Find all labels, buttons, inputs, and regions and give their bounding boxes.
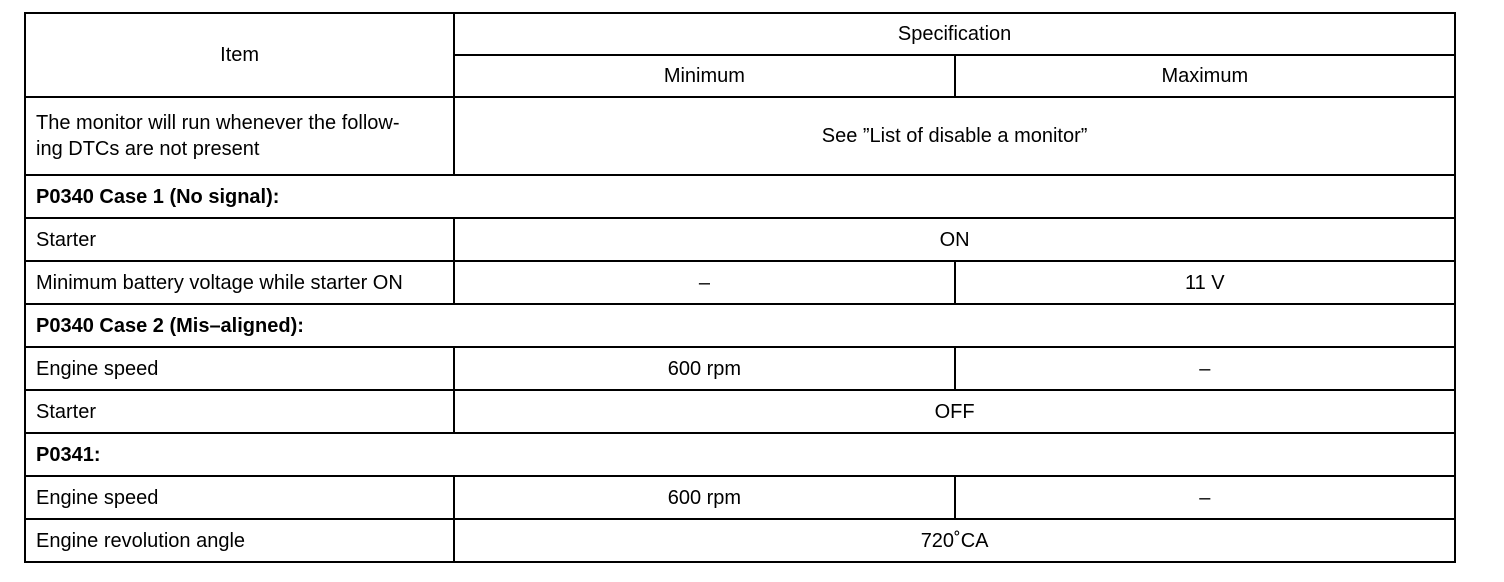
table-row — [25, 476, 1455, 519]
table-row — [25, 519, 1455, 562]
item-header: Item — [25, 13, 454, 97]
section-label: P0341: — [25, 433, 1455, 476]
minimum-header: Minimum — [454, 55, 954, 97]
item-cell: Engine speed — [25, 347, 454, 390]
header-row — [25, 13, 1455, 55]
table-row — [25, 218, 1455, 261]
table-row — [25, 97, 1455, 175]
section-row — [25, 433, 1455, 476]
spec-cell: ON — [454, 218, 1455, 261]
section-label: P0340 Case 2 (Mis–aligned): — [25, 304, 1455, 347]
specification-header: Specification — [454, 13, 1455, 55]
table-row — [25, 261, 1455, 304]
minimum-cell: 600 rpm — [454, 476, 954, 519]
item-cell: Engine revolution angle — [25, 519, 454, 562]
item-cell: Engine speed — [25, 476, 454, 519]
table-row — [25, 347, 1455, 390]
table-row — [25, 390, 1455, 433]
maximum-cell: – — [955, 476, 1455, 519]
spec-cell: OFF — [454, 390, 1455, 433]
section-row — [25, 175, 1455, 218]
spec-cell: See ”List of disable a monitor” — [454, 97, 1455, 175]
specification-table — [24, 12, 1456, 563]
spec-cell: 720˚CA — [454, 519, 1455, 562]
item-text: The monitor will run whenever the follow- ing DTCs are not present — [36, 112, 400, 160]
section-label: P0340 Case 1 (No signal): — [25, 175, 1455, 218]
minimum-cell: 600 rpm — [454, 347, 954, 390]
maximum-cell: 11 V — [955, 261, 1455, 304]
item-cell — [25, 97, 454, 175]
maximum-cell: – — [955, 347, 1455, 390]
section-row — [25, 304, 1455, 347]
item-cell: Starter — [25, 218, 454, 261]
maximum-header: Maximum — [955, 55, 1455, 97]
item-cell: Starter — [25, 390, 454, 433]
minimum-cell: – — [454, 261, 954, 304]
item-cell: Minimum battery voltage while starter ON — [25, 261, 454, 304]
